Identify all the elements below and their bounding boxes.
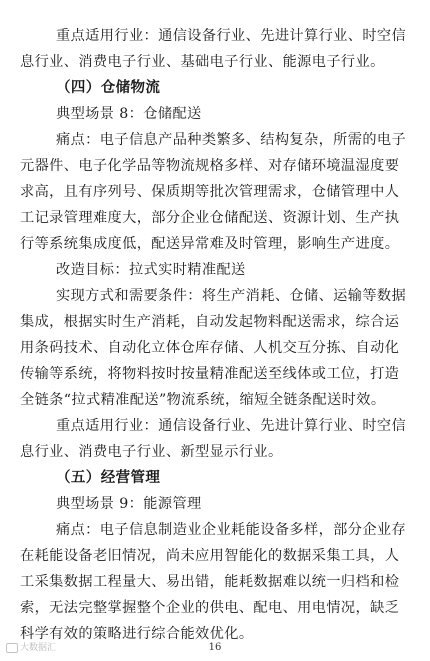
text-line: 行等系统集成度低，配送异常难及时管理，影响生产进度。 xyxy=(20,236,400,252)
text-line: 重点适用行业：通信设备行业、先进计算行业、时空信 xyxy=(56,28,407,44)
page-number: 16 xyxy=(208,642,222,653)
text-line: 痛点：电子信息产品种类繁多、结构复杂，所需的电子 xyxy=(56,132,407,148)
text-line: 痛点：电子信息制造业企业耗能设备多样，部分企业存 xyxy=(56,522,407,538)
text-line: 用条码技术、自动化立体仓库存储、人机交互分拣、自动化 xyxy=(20,340,400,356)
watermark-text: 大数据汇 xyxy=(20,643,57,653)
section-heading-operations: （五）经营管理 xyxy=(56,470,161,486)
text-line: 集成，根据实时生产消耗，自动发起物料配送需求，综合运 xyxy=(20,314,400,330)
text-line: 索，无法完整掌握整个企业的供电、配电、用电情况，缺乏 xyxy=(20,600,400,616)
text-line: 科学有效的策略进行综合能效优化。 xyxy=(20,626,254,642)
text-line: 在耗能设备老旧情况，尚未应用智能化的数据采集工具，人 xyxy=(20,548,400,564)
text-line: 重点适用行业：通信设备行业、先进计算行业、时空信 xyxy=(56,418,407,434)
text-line: 工采集数据工程量大、易出错，能耗数据难以统一归档和检 xyxy=(20,574,400,590)
text-line: 元器件、电子化学品等物流规格多样、对存储环境温湿度要 xyxy=(20,158,400,174)
text-line: 实现方式和需要条件：将生产消耗、仓储、运输等数据 xyxy=(56,288,407,304)
text-line: 息行业、消费电子行业、基础电子行业、能源电子行业。 xyxy=(20,54,385,70)
scene-title: 典型场景 9：能源管理 xyxy=(56,496,202,512)
scene-title: 典型场景 8：仓储配送 xyxy=(56,106,202,122)
text-line: 求高，且有序列号、保质期等批次管理需求，仓储管理中人 xyxy=(20,184,400,200)
text-line: 传输等系统，将物料按时按量精准配送至线体或工位，打造 xyxy=(20,366,400,382)
text-line: 工记录管理难度大，部分企业仓储配送、资源计划、生产执 xyxy=(20,210,400,226)
goal-title: 改造目标：拉式实时精准配送 xyxy=(56,262,246,278)
section-heading-warehousing: （四）仓储物流 xyxy=(56,80,161,96)
text-line: 全链条“拉式精准配送”物流系统，缩短全链条配送时效。 xyxy=(20,392,386,408)
text-line: 息行业、消费电子行业、新型显示行业。 xyxy=(20,444,283,460)
